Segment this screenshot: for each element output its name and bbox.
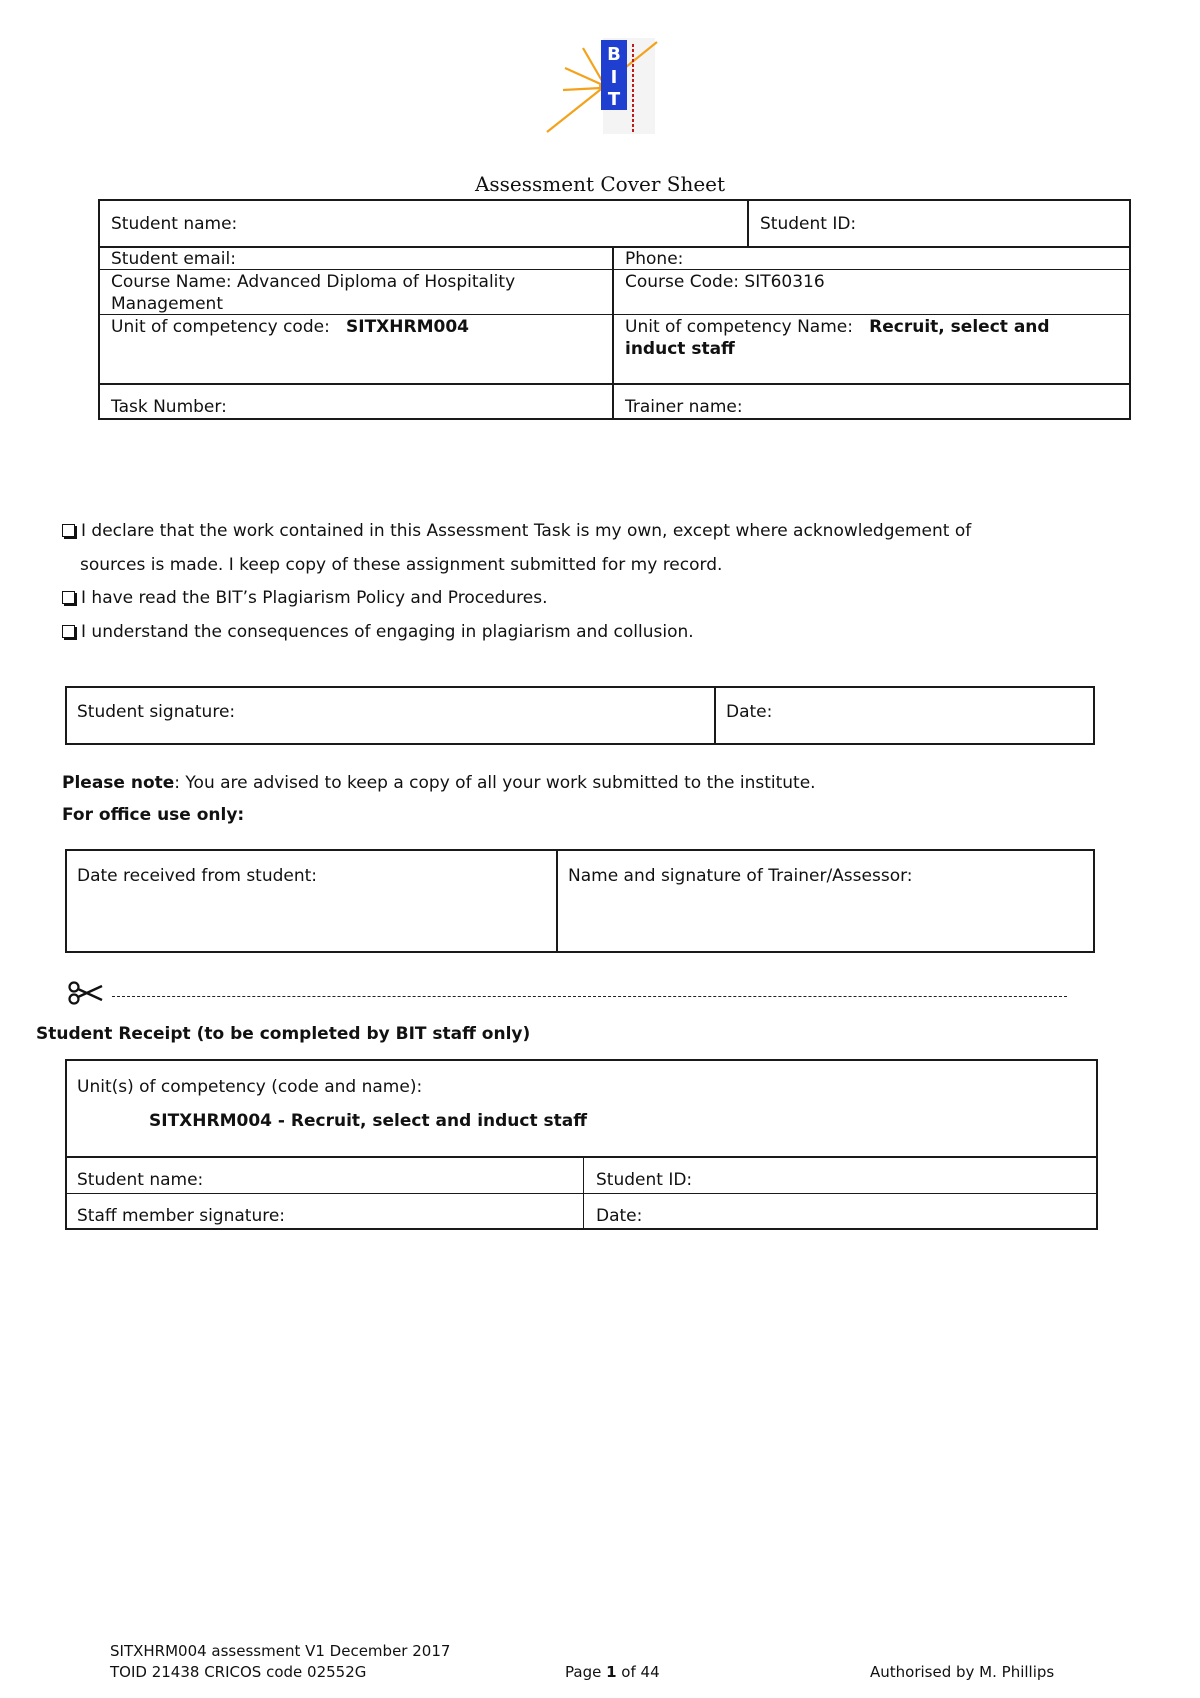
footer-codes: TOID 21438 CRICOS code 02552G: [110, 1663, 367, 1681]
unit-code: [111, 316, 469, 338]
cut-line: [112, 996, 1067, 997]
declaration-consequences: I understand the consequences of engaging in plagiarism and collusion.: [62, 620, 694, 644]
logo-letter-i: I: [610, 67, 618, 88]
receipt-heading: Student Receipt (to be completed by BIT staff only): [36, 1024, 531, 1044]
unit-code-value: SITXHRM004: [346, 317, 470, 337]
course-code: Course Code: SIT60316: [625, 272, 825, 292]
please-note: Please note: You are advised to keep a copy of all your work submitted to the institute.: [62, 773, 816, 793]
unit-name-value: Recruit, select and induct staff: [625, 317, 1050, 359]
units-label: Unit(s) of competency (code and name):: [77, 1077, 423, 1097]
office-use-heading: For office use only:: [62, 805, 245, 825]
phone-label[interactable]: Phone:: [625, 249, 684, 269]
signature-date-label[interactable]: Date:: [726, 702, 773, 722]
bit-logo: [545, 38, 661, 134]
scissors-icon: [68, 980, 106, 1006]
student-email-label[interactable]: Student email:: [111, 249, 236, 269]
receipt-student-id-label[interactable]: Student ID:: [596, 1170, 693, 1190]
footer-page-number: Page 1 of 44: [565, 1663, 660, 1681]
checkbox-icon[interactable]: [62, 591, 75, 604]
receipt-student-name-label[interactable]: Student name:: [77, 1170, 204, 1190]
trainer-name-label[interactable]: Trainer name:: [625, 397, 743, 417]
date-received-label[interactable]: Date received from student:: [77, 866, 318, 886]
student-name-label[interactable]: Student name:: [111, 214, 238, 234]
declaration-plagiarism-policy: I have read the BIT’s Plagiarism Policy and Procedures.: [62, 586, 547, 610]
logo-letter-t: T: [607, 89, 621, 110]
unit-name: [625, 316, 1095, 360]
staff-signature-label[interactable]: Staff member signature:: [77, 1206, 286, 1226]
unit-code-label: Unit of competency code:: [111, 317, 330, 337]
units-value: SITXHRM004 - Recruit, select and induct staff: [149, 1111, 587, 1131]
trainer-signature-label[interactable]: Name and signature of Trainer/Assessor:: [568, 866, 913, 886]
checkbox-icon[interactable]: [62, 524, 75, 537]
page-title: Assessment Cover Sheet: [474, 172, 726, 196]
student-signature-label[interactable]: Student signature:: [77, 702, 236, 722]
logo-letter-b: B: [607, 44, 621, 65]
footer-authorised: Authorised by M. Phillips: [870, 1663, 1055, 1681]
unit-name-label: Unit of competency Name:: [625, 317, 853, 337]
checkbox-icon[interactable]: [62, 625, 75, 638]
footer-version: SITXHRM004 assessment V1 December 2017: [110, 1642, 451, 1660]
receipt-date-label[interactable]: Date:: [596, 1206, 643, 1226]
task-number-label[interactable]: Task Number:: [111, 397, 227, 417]
student-id-label[interactable]: Student ID:: [760, 214, 857, 234]
course-name: Course Name: Advanced Diploma of Hospitality Management: [111, 272, 516, 314]
declaration-own-work-cont: sources is made. I keep copy of these assignment submitted for my record.: [80, 555, 723, 575]
declaration-own-work: I declare that the work contained in this Assessment Task is my own, except where acknowledgement of: [62, 519, 971, 543]
